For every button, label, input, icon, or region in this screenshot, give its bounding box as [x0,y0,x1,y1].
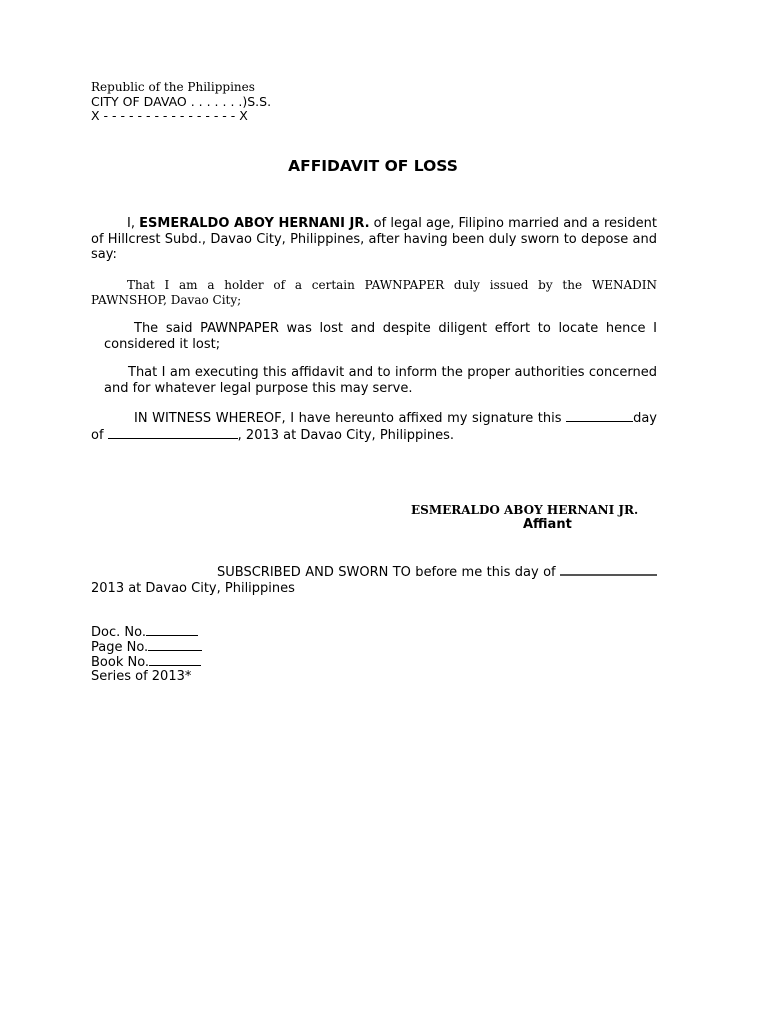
day-blank [566,410,633,422]
series-line: Series of 2013* [91,669,192,684]
book-no-line [91,654,201,670]
month-blank [108,427,238,439]
page-no-label: Page No. [91,640,149,655]
affiant-label: Affiant [523,517,572,532]
witness-text-2: day of [91,411,657,443]
identity-prefix: I, [127,216,140,231]
paragraph-purpose [104,365,657,396]
witness-text-3: , 2013 at Davao City, Philippines. [237,427,454,443]
jurat-text-2: 2013 at Davao City, Philippines [91,580,295,596]
witness-text-1: IN WITNESS WHEREOF, I have hereunto affixed my signature this [134,411,567,426]
affiant-name-inline: ESMERALDO ABOY HERNANI JR. [139,216,370,231]
paragraph-lost [104,321,657,352]
paragraph-identity [91,216,657,263]
header-city-venue: CITY OF DAVAO . . . . . . .)S.S. [91,94,272,109]
doc-no-blank [146,624,198,636]
holder-text: That I am a holder of a certain PAWNPAPER duly issued by the WENADIN PAWNSHOP, Davao City; [91,278,657,307]
affiant-signature-name: ESMERALDO ABOY HERNANI JR. [411,503,639,517]
paragraph-holder [91,278,657,308]
header-republic: Republic of the Philippines [91,80,255,94]
header-divider: X - - - - - - - - - - - - - - - - X [91,108,248,123]
jurat-text-1: SUBSCRIBED AND SWORN TO before me this day of [217,565,560,580]
doc-no-line [91,624,198,640]
paragraph-witness [91,410,657,443]
doc-no-label: Doc. No. [91,625,146,640]
paragraph-jurat [91,563,657,596]
page-no-blank [148,639,202,651]
jurat-date-blank [560,563,657,576]
purpose-text: That I am executing this affidavit and to inform the proper authorities concerned and for whatever legal purpose this may serve. [104,365,657,396]
page-no-line [91,639,202,655]
document-title: AFFIDAVIT OF LOSS [288,157,458,175]
book-no-label: Book No. [91,655,150,670]
book-no-blank [149,654,201,666]
identity-rest: of legal age, Filipino married and a resident of Hillcrest Subd., Davao City, Philippines, after having been duly sworn to depose and say: [91,216,657,262]
lost-text: The said PAWNPAPER was lost and despite diligent effort to locate hence I considered it lost; [104,321,657,352]
